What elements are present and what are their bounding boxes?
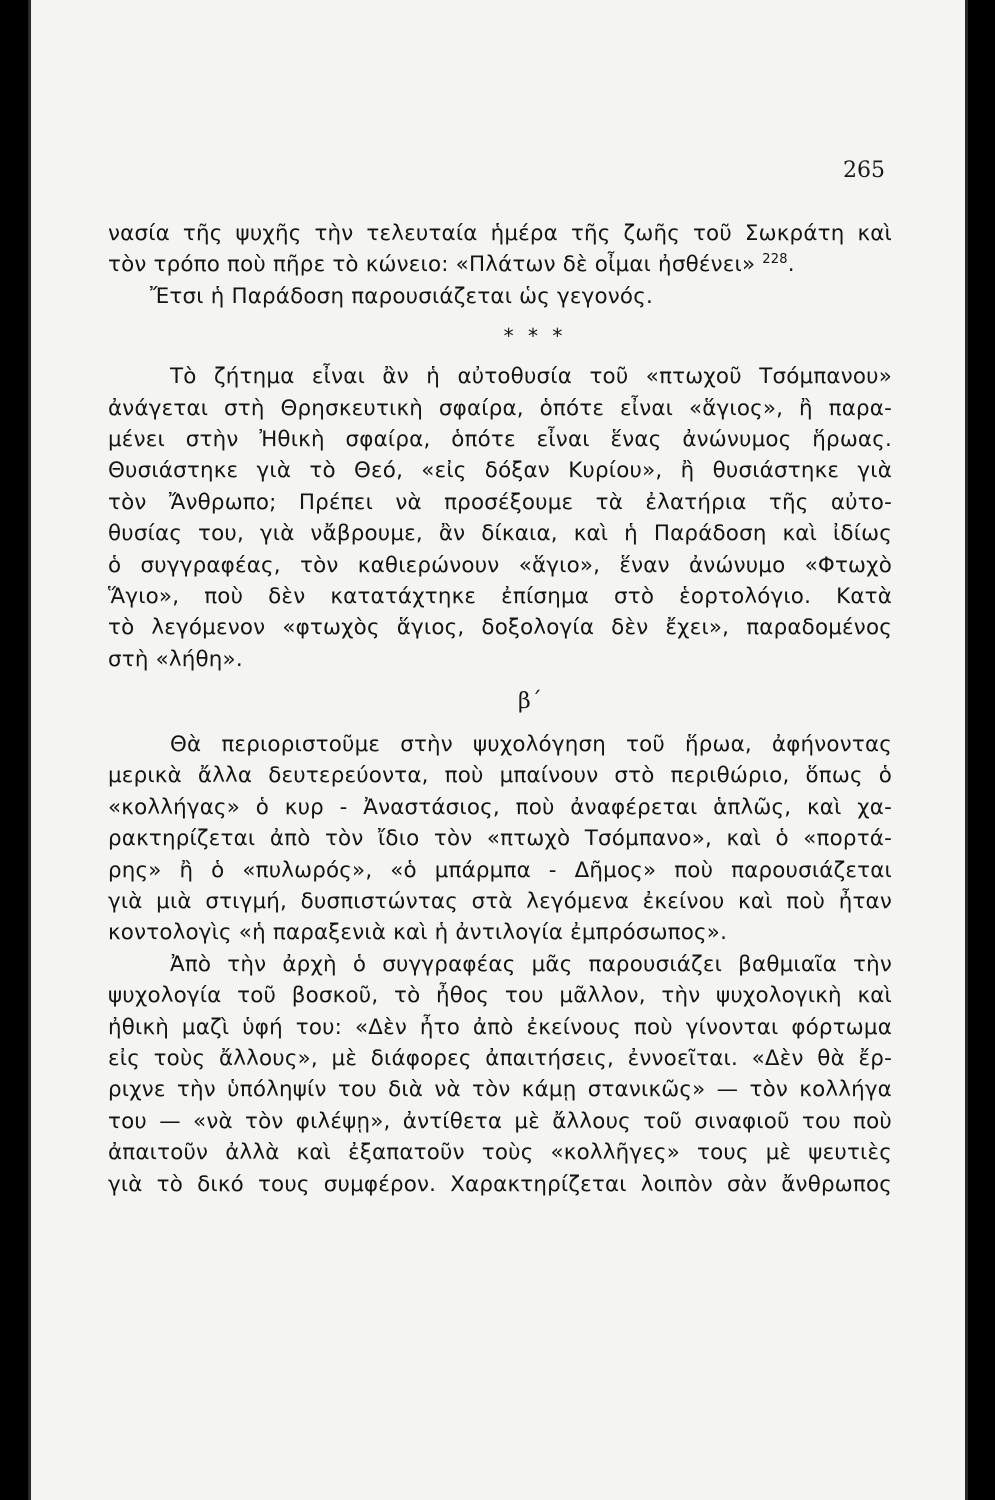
text-line: ἀπαιτοῦν ἀλλὰ καὶ ἐξαπατοῦν τοὺς «κολλῆγες» τους μὲ ψευτιὲς <box>108 1140 892 1166</box>
text-line: κοντολογὶς «ἡ παραξενιὰ καὶ ἡ ἀντιλογία ἐμπρόσωπος». <box>108 920 728 946</box>
line-text: Ἔτσι ἡ Παράδοση παρουσιάζεται ὡς γεγονός. <box>150 283 653 309</box>
text-line: ριχνε τὴν ὑπόληψίν του διὰ νὰ τὸν κάμῃ στανικῶς» — τὸν κολλήγα <box>108 1077 892 1103</box>
page-number: 265 <box>843 158 885 183</box>
text-line <box>108 249 892 280</box>
text-line: Θὰ περιοριστοῦμε στὴν ψυχολόγηση τοῦ ἥρωα, ἀφήνοντας <box>170 732 892 758</box>
body-text <box>108 218 892 1200</box>
text-line: «κολλήγας» ὁ κυρ - Ἀναστάσιος, ποὺ ἀναφέρεται ἁπλῶς, καὶ χα- <box>108 794 892 820</box>
book-page <box>28 0 968 1500</box>
text-line: ὁ συγγραφέας, τὸν καθιερώνουν «ἅγιο», ἕναν ἀνώνυμο «Φτωχὸ <box>108 552 892 578</box>
text-line: Ἅγιο», ποὺ δὲν κατατάχτηκε ἐπίσημα στὸ ἑορτολόγιο. Κατὰ <box>108 583 892 609</box>
text-line: γιὰ μιὰ στιγμή, δυσπιστώντας στὰ λεγόμενα ἐκείνου καὶ ποὺ ἦταν <box>108 889 892 915</box>
line-end: . <box>787 252 795 278</box>
text-line: εἰς τοὺς ἄλλους», μὲ διάφορες ἀπαιτήσεις, ἐννοεῖται. «Δὲν θὰ ἔρ- <box>108 1045 892 1071</box>
section-heading: β΄ <box>517 689 543 715</box>
asterism-divider: * * * <box>503 324 567 349</box>
text-line: Τὸ ζήτημα εἶναι ἂν ἡ αὐτοθυσία τοῦ «πτωχοῦ Τσόμπανου» <box>170 364 892 390</box>
text-line: ρακτηρίζεται ἀπὸ τὸν ἴδιο τὸν «πτωχὸ Τσόμπανο», καὶ ὁ «πορτά- <box>108 826 892 852</box>
text-line: θυσίας του, γιὰ νἄβρουμε, ἂν δίκαια, καὶ ἡ Παράδοση καὶ ἰδίως <box>108 521 892 547</box>
text-line: ρης» ἢ ὁ «πυλωρός», «ὁ μπάρμπα - Δῆμος» ποὺ παρουσιάζεται <box>108 857 892 883</box>
footnote-ref: 228 <box>762 252 788 268</box>
text-line: στὴ «λήθη». <box>108 646 243 672</box>
text-line: του — «νὰ τὸν φιλέψῃ», ἀντίθετα μὲ ἄλλους τοῦ σιναφιοῦ του ποὺ <box>108 1108 892 1134</box>
text-line: γιὰ τὸ δικό τους συμφέρον. Χαρακτηρίζεται λοιπὸν σὰν ἄνθρωπος <box>108 1171 892 1197</box>
text-line: τὸν Ἄνθρωπο; Πρέπει νὰ προσέξουμε τὰ ἐλατήρια τῆς αὐτο- <box>108 489 892 515</box>
text-line: τὸ λεγόμενον «φτωχὸς ἅγιος, δοξολογία δὲν ἔχει», παραδομένος <box>108 615 892 641</box>
text-line: μερικὰ ἄλλα δευτερεύοντα, ποὺ μπαίνουν στὸ περιθώριο, ὅπως ὁ <box>108 763 892 789</box>
line-text: νασία τῆς ψυχῆς τὴν τελευταία ἡμέρα τῆς ζωῆς τοῦ Σωκράτη καὶ <box>108 221 892 246</box>
text-line: Θυσιάστηκε γιὰ τὸ Θεό, «εἰς δόξαν Κυρίου», ἢ θυσιάστηκε γιὰ <box>108 458 892 484</box>
text-line: ψυχολογία τοῦ βοσκοῦ, τὸ ἦθος του μᾶλλον, τὴν ψυχολογικὴ καὶ <box>108 983 892 1009</box>
text-line: Ἀπὸ τὴν ἀρχὴ ὁ συγγραφέας μᾶς παρουσιάζει βαθμιαῖα τὴν <box>170 951 892 977</box>
text-line: ἀνάγεται στὴ Θρησκευτικὴ σφαίρα, ὁπότε εἶναι «ἅγιος», ἢ παρα- <box>108 395 892 421</box>
text-line: ἠθικὴ μαζὶ ὑφή του: «Δὲν ἦτο ἀπὸ ἐκείνους ποὺ γίνονται φόρτωμα <box>108 1014 892 1040</box>
text-line <box>108 218 892 249</box>
line-text: τὸν τρόπο ποὺ πῆρε τὸ κώνειο: «Πλάτων δὲ οἶμαι ἠσθένει» <box>108 252 756 278</box>
text-line <box>108 281 892 312</box>
text-line: μένει στὴν Ἠθικὴ σφαίρα, ὁπότε εἶναι ἕνας ἀνώνυμος ἥρωας. <box>108 426 892 452</box>
